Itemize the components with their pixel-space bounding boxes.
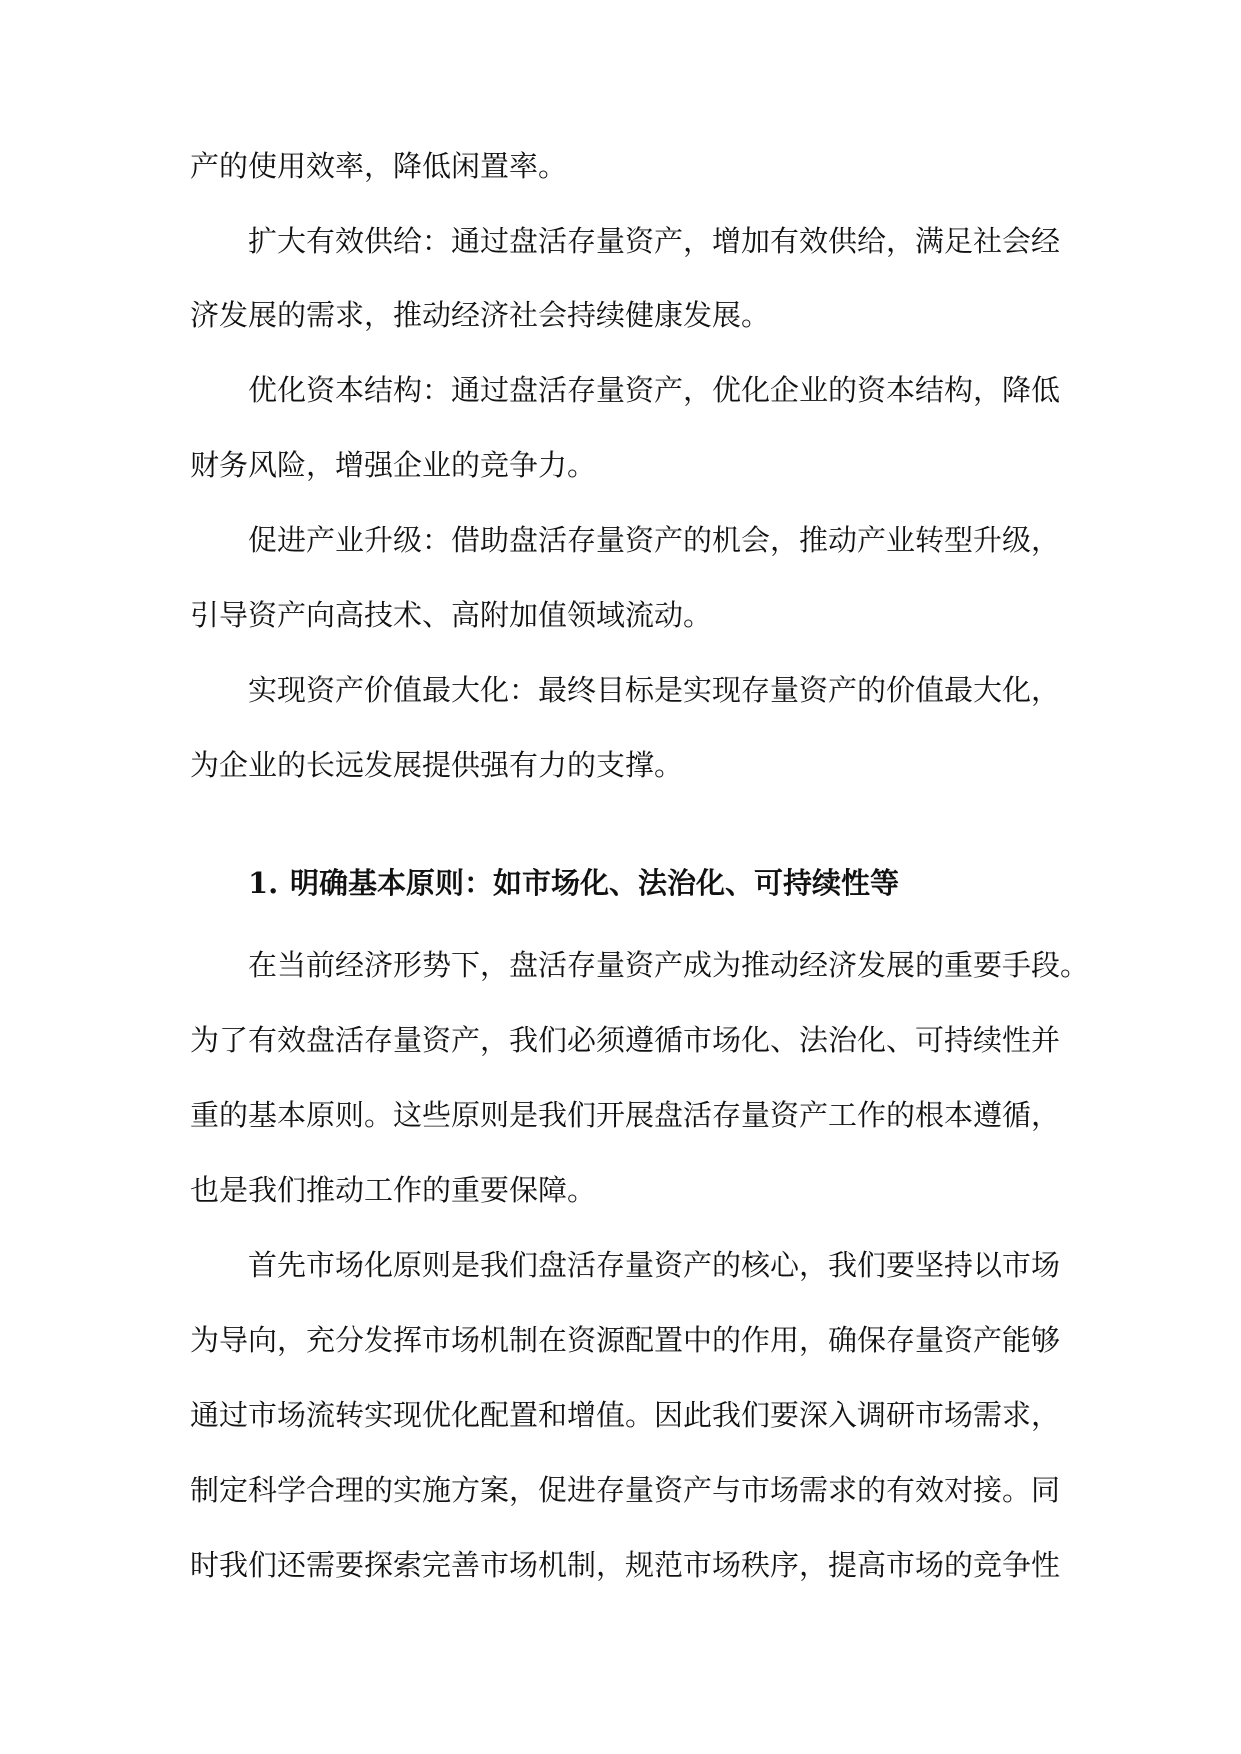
paragraph-line: 通过市场流转实现优化配置和增值。因此我们要深入调研市场需求， (190, 1398, 1061, 1432)
paragraph-line: 制定科学合理的实施方案，促进存量资产与市场需求的有效对接。同 (190, 1473, 1061, 1507)
paragraph-line: 也是我们推动工作的重要保障。 (190, 1173, 597, 1207)
paragraph-line: 优化资本结构：通过盘活存量资产，优化企业的资本结构，降低 (248, 373, 1061, 407)
paragraph-line: 在当前经济形势下，盘活存量资产成为推动经济发展的重要手段。 (248, 948, 1090, 982)
paragraph-line: 为企业的长远发展提供强有力的支撑。 (190, 748, 684, 782)
heading-text: 明确基本原则：如市场化、法治化、可持续性等 (290, 866, 900, 900)
paragraph-line: 财务风险，增强企业的竞争力。 (190, 448, 597, 482)
paragraph-line: 扩大有效供给：通过盘活存量资产，增加有效供给，满足社会经 (248, 224, 1061, 258)
paragraph-line: 时我们还需要探索完善市场机制，规范市场秩序，提高市场的竞争性 (190, 1548, 1061, 1582)
paragraph-line: 重的基本原则。这些原则是我们开展盘活存量资产工作的根本遵循， (190, 1098, 1061, 1132)
section-heading (248, 863, 1118, 903)
paragraph-line: 产的使用效率，降低闲置率。 (190, 149, 568, 183)
paragraph-line: 首先市场化原则是我们盘活存量资产的核心，我们要坚持以市场 (248, 1248, 1061, 1282)
paragraph-line: 引导资产向高技术、高附加值领域流动。 (190, 598, 713, 632)
heading-number: 1. (248, 866, 279, 900)
paragraph-line: 促进产业升级：借助盘活存量资产的机会，推动产业转型升级， (248, 523, 1061, 557)
paragraph-line: 实现资产价值最大化：最终目标是实现存量资产的价值最大化， (248, 673, 1061, 707)
paragraph-line: 济发展的需求，推动经济社会持续健康发展。 (190, 298, 771, 332)
paragraph-line: 为了有效盘活存量资产，我们必须遵循市场化、法治化、可持续性并 (190, 1023, 1061, 1057)
paragraph-line: 为导向，充分发挥市场机制在资源配置中的作用，确保存量资产能够 (190, 1323, 1061, 1357)
